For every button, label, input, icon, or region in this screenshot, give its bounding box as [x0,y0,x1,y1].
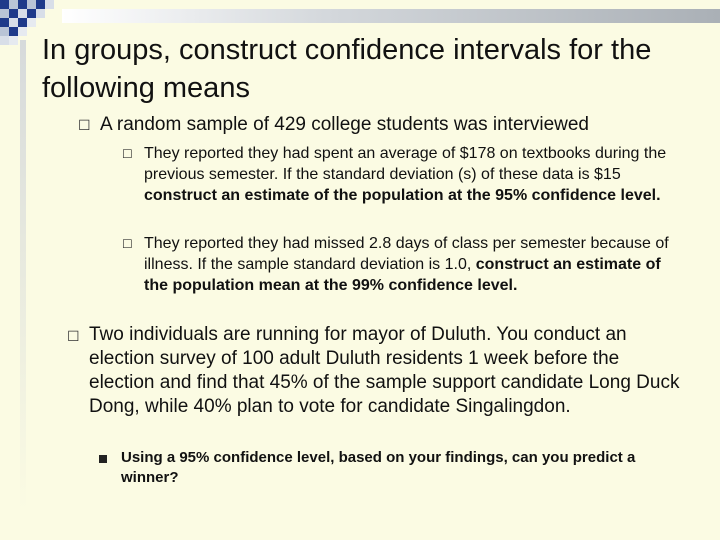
bullet-1-text: A random sample of 429 college students was interviewed [100,114,589,135]
hollow-square-bullet-icon: ☐ [122,147,133,161]
hollow-square-bullet-icon: ☐ [122,237,133,251]
top-gradient-rule [62,9,720,23]
bullet-2-text: Two individuals are running for mayor of Duluth. You conduct an election survey of 100 adult Duluth residents 1 week before the election and find that 45% of the sample support candidate Long Duck Dong, while 40% plan to vote for candidate Singalingdon. [89,324,680,417]
slide-title: In groups, construct confidence intervals for the following means [42,34,652,104]
left-gradient-rule [20,40,26,510]
sub-bullet-1-2-bold: construct an estimate of the population mean at the 99% confidence level. [144,256,661,294]
sub-bullet-1-2-text: They reported they had missed 2.8 days of class per semester because of illness. If the sample standard deviation is 1.0, [144,235,669,273]
hollow-square-bullet-icon: ☐ [78,118,91,134]
filled-square-bullet-icon [99,455,107,463]
sub-bullet-2-1-text: Using a 95% confidence level, based on your findings, can you predict a winner? [121,449,636,486]
hollow-square-bullet-icon: ☐ [67,329,80,345]
sub-bullet-1-1-bold: construct an estimate of the population at the 95% confidence level. [144,187,661,204]
sub-bullet-1-1-text: They reported they had spent an average of $178 on textbooks during the previous semester. If the standard deviation (s) of these data is $15 [144,145,667,183]
sub-bullet-1-1 [144,143,679,206]
sub-bullet-1-2 [144,233,679,296]
